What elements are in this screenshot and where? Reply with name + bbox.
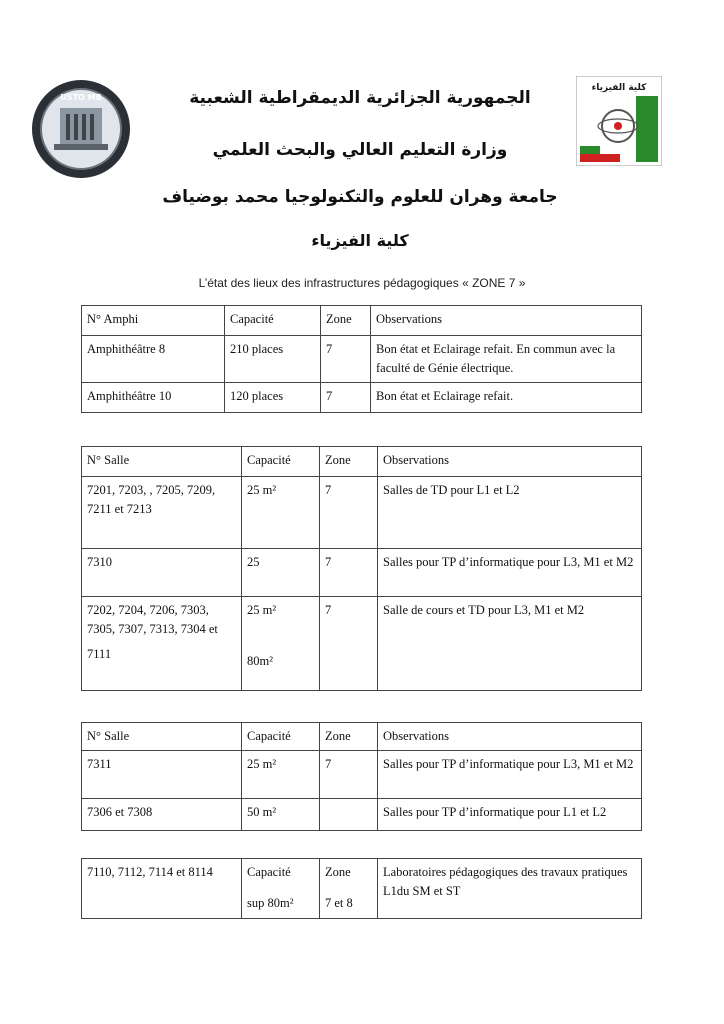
header-cell: N° Amphi [82, 306, 225, 336]
table-cell: 7110, 7112, 7114 et 8114 [82, 859, 242, 919]
table-cell: 7310 [82, 549, 242, 597]
table-cell: Salles pour TP d’informatique pour L1 et L2 [378, 799, 642, 831]
room-list: 7202, 7204, 7206, 7303, 7305, 7307, 7313, 7304 et [87, 603, 218, 636]
table-cell: 7 [320, 751, 378, 799]
table-row [82, 477, 642, 549]
zone-label: Zone [325, 865, 351, 879]
document-subtitle: L’état des lieux des infrastructures pédagogiques « ZONE 7 » [198, 276, 526, 290]
table-cell: Salles pour TP d’informatique pour L3, M1 et M2 [378, 549, 642, 597]
table-cell: 7306 et 7308 [82, 799, 242, 831]
table-cell: Salles pour TP d’informatique pour L3, M1 et M2 [378, 751, 642, 799]
header-cell: Capacité [242, 447, 320, 477]
table-cell: 25 m² [242, 751, 320, 799]
capacity-value: sup 80m² [247, 896, 294, 910]
table-cell: 120 places [225, 383, 321, 413]
header-cell: Zone [321, 306, 371, 336]
table-cell: 210 places [225, 336, 321, 383]
table-cell [82, 597, 242, 691]
table-cell: 7 [320, 549, 378, 597]
header-ministry: وزارة التعليم العالي والبحث العلمي [212, 140, 508, 160]
room-list-cont: 7111 [87, 647, 112, 661]
table-cell: Amphithéâtre 10 [82, 383, 225, 413]
table-header-row [82, 723, 642, 751]
header-cell: Observations [378, 447, 642, 477]
table-cell: 7311 [82, 751, 242, 799]
table-cell: Bon état et Eclairage refait. [371, 383, 642, 413]
table-cell: 7 [320, 597, 378, 691]
table-cell [320, 859, 378, 919]
table-cell [320, 799, 378, 831]
table-header-row [82, 447, 642, 477]
header-republic: الجمهورية الجزائرية الديمقراطية الشعبية [189, 88, 531, 108]
svg-text:USTO MB: USTO MB [60, 93, 102, 102]
header-cell: Zone [320, 447, 378, 477]
labs-table [81, 858, 642, 919]
capacity-value-2: 80m² [247, 654, 273, 668]
table-row [82, 799, 642, 831]
header-cell: Capacité [225, 306, 321, 336]
table-cell: 7201, 7203, , 7205, 7209, 7211 et 7213 [82, 477, 242, 549]
capacity-label: Capacité [247, 865, 291, 879]
table-cell: Bon état et Eclairage refait. En commun avec la faculté de Génie électrique. [371, 336, 642, 383]
table-cell: Laboratoires pédagogiques des travaux pratiques L1du SM et ST [378, 859, 642, 919]
header-university: جامعة وهران للعلوم والتكنولوجيا محمد بوضياف [162, 187, 558, 207]
amphi-table [81, 305, 642, 413]
table-cell: 25 m² [242, 477, 320, 549]
table-cell: Amphithéâtre 8 [82, 336, 225, 383]
table-row [82, 597, 642, 691]
header-cell: Zone [320, 723, 378, 751]
table-cell [242, 859, 320, 919]
table-row [82, 751, 642, 799]
table-cell: 50 m² [242, 799, 320, 831]
rooms-table [81, 446, 642, 691]
table-cell: 25 [242, 549, 320, 597]
table-row [82, 383, 642, 413]
header-faculty: كلية الفيزياء [311, 231, 409, 250]
capacity-value: 25 m² [247, 603, 277, 617]
table-header-row [82, 306, 642, 336]
table-cell [242, 597, 320, 691]
tp-rooms-table [81, 722, 642, 831]
table-row [82, 549, 642, 597]
zone-value: 7 et 8 [325, 896, 353, 910]
table-cell: Salles de TD pour L1 et L2 [378, 477, 642, 549]
table-row [82, 336, 642, 383]
header-cell: N° Salle [82, 723, 242, 751]
table-cell: 7 [321, 383, 371, 413]
svg-text:كلية الفيزياء: كلية الفيزياء [591, 83, 647, 93]
table-cell: 7 [321, 336, 371, 383]
header-cell: Capacité [242, 723, 320, 751]
table-cell: 7 [320, 477, 378, 549]
header-cell: N° Salle [82, 447, 242, 477]
university-logo [30, 78, 132, 180]
table-cell: Salle de cours et TD pour L3, M1 et M2 [378, 597, 642, 691]
header-cell: Observations [371, 306, 642, 336]
faculty-logo [576, 76, 662, 166]
table-row [82, 859, 642, 919]
header-cell: Observations [378, 723, 642, 751]
